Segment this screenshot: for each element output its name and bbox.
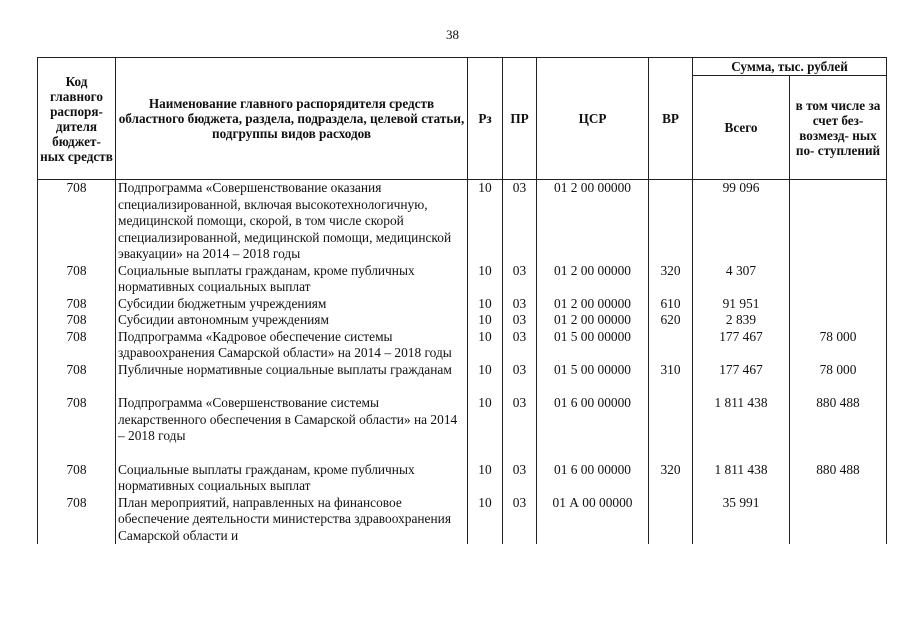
- cell-code: 708: [38, 462, 116, 495]
- cell-code: 708: [38, 296, 116, 313]
- cell-csr: 01 6 00 00000: [537, 395, 649, 462]
- cell-vr: 610: [649, 296, 693, 313]
- header-free: в том числе за счет без- возмезд- ных по- ступлений: [790, 76, 887, 180]
- header-name: Наименование главного распорядителя средств областного бюджета, раздела, подраздела, целевой статьи, подгруппы видов расходов: [116, 58, 468, 180]
- table-row: [38, 462, 887, 495]
- cell-total: 177 467: [693, 362, 790, 396]
- cell-rz: 10: [468, 296, 503, 313]
- cell-csr: 01 2 00 00000: [537, 312, 649, 329]
- cell-free: 78 000: [790, 329, 887, 362]
- cell-name: Подпрограмма «Совершенствование системы лекарственного обеспечения в Самарской области» на 2014 – 2018 годы: [116, 395, 468, 462]
- table-row: [38, 329, 887, 362]
- cell-csr: 01 2 00 00000: [537, 263, 649, 296]
- cell-rz: 10: [468, 180, 503, 263]
- cell-vr: 310: [649, 362, 693, 396]
- cell-pr: 03: [503, 395, 537, 462]
- cell-vr: 620: [649, 312, 693, 329]
- cell-total: 1 811 438: [693, 462, 790, 495]
- cell-vr: [649, 495, 693, 545]
- cell-name: Подпрограмма «Кадровое обеспечение системы здравоохранения Самарской области» на 2014 – 2018 годы: [116, 329, 468, 362]
- cell-pr: 03: [503, 180, 537, 263]
- cell-total: 1 811 438: [693, 395, 790, 462]
- cell-vr: [649, 180, 693, 263]
- header-code: Код главного распоря- дителя бюджет- ных средств: [38, 58, 116, 180]
- cell-rz: 10: [468, 312, 503, 329]
- cell-name: Субсидии бюджетным учреждениям: [116, 296, 468, 313]
- header-vr: ВР: [649, 58, 693, 180]
- table-row: [38, 312, 887, 329]
- cell-rz: 10: [468, 263, 503, 296]
- cell-free: 880 488: [790, 462, 887, 495]
- cell-total: 99 096: [693, 180, 790, 263]
- cell-free: [790, 263, 887, 296]
- cell-csr: 01 А 00 00000: [537, 495, 649, 545]
- table-row: [38, 296, 887, 313]
- cell-pr: 03: [503, 312, 537, 329]
- cell-pr: 03: [503, 263, 537, 296]
- table-row: [38, 495, 887, 545]
- cell-total: 4 307: [693, 263, 790, 296]
- cell-rz: 10: [468, 462, 503, 495]
- table-row: [38, 362, 887, 396]
- cell-csr: 01 2 00 00000: [537, 180, 649, 263]
- cell-name: Подпрограмма «Совершенствование оказания специализированной, включая высокотехнологичную, медицинской помощи, скорой, в том числе скорой специализированной, медицинской помощи, медицинской эвакуации» на 2014 – 2018 годы: [116, 180, 468, 263]
- cell-free: [790, 180, 887, 263]
- cell-code: 708: [38, 495, 116, 545]
- cell-vr: 320: [649, 263, 693, 296]
- page-number: 38: [446, 27, 459, 42]
- cell-name: Социальные выплаты гражданам, кроме публичных нормативных социальных выплат: [116, 462, 468, 495]
- cell-name: Публичные нормативные социальные выплаты гражданам: [116, 362, 468, 396]
- cell-free: 78 000: [790, 362, 887, 396]
- cell-total: 35 991: [693, 495, 790, 545]
- table-header: [38, 58, 887, 180]
- cell-pr: 03: [503, 296, 537, 313]
- cell-free: [790, 312, 887, 329]
- cell-code: 708: [38, 395, 116, 462]
- header-pr: ПР: [503, 58, 537, 180]
- cell-csr: 01 2 00 00000: [537, 296, 649, 313]
- cell-code: 708: [38, 312, 116, 329]
- cell-rz: 10: [468, 395, 503, 462]
- cell-csr: 01 6 00 00000: [537, 462, 649, 495]
- cell-code: 708: [38, 180, 116, 263]
- cell-name: Социальные выплаты гражданам, кроме публичных нормативных социальных выплат: [116, 263, 468, 296]
- cell-free: [790, 495, 887, 545]
- cell-total: 2 839: [693, 312, 790, 329]
- cell-vr: 320: [649, 462, 693, 495]
- cell-rz: 10: [468, 495, 503, 545]
- header-csr: ЦСР: [537, 58, 649, 180]
- budget-table: [37, 57, 887, 544]
- cell-free: [790, 296, 887, 313]
- header-rz: Рз: [468, 58, 503, 180]
- cell-code: 708: [38, 329, 116, 362]
- cell-total: 91 951: [693, 296, 790, 313]
- cell-csr: 01 5 00 00000: [537, 362, 649, 396]
- cell-rz: 10: [468, 329, 503, 362]
- cell-vr: [649, 329, 693, 362]
- cell-name: План мероприятий, направленных на финансовое обеспечение деятельности министерства здравоохранения Самарской области и: [116, 495, 468, 545]
- header-total: Всего: [693, 76, 790, 180]
- table-row: [38, 395, 887, 462]
- header-sum: Сумма, тыс. рублей: [693, 58, 887, 76]
- cell-free: 880 488: [790, 395, 887, 462]
- cell-pr: 03: [503, 462, 537, 495]
- table-row: [38, 180, 887, 263]
- cell-name: Субсидии автономным учреждениям: [116, 312, 468, 329]
- cell-vr: [649, 395, 693, 462]
- cell-pr: 03: [503, 362, 537, 396]
- cell-pr: 03: [503, 495, 537, 545]
- cell-rz: 10: [468, 362, 503, 396]
- cell-code: 708: [38, 263, 116, 296]
- table-row: [38, 263, 887, 296]
- cell-code: 708: [38, 362, 116, 396]
- cell-csr: 01 5 00 00000: [537, 329, 649, 362]
- cell-total: 177 467: [693, 329, 790, 362]
- cell-pr: 03: [503, 329, 537, 362]
